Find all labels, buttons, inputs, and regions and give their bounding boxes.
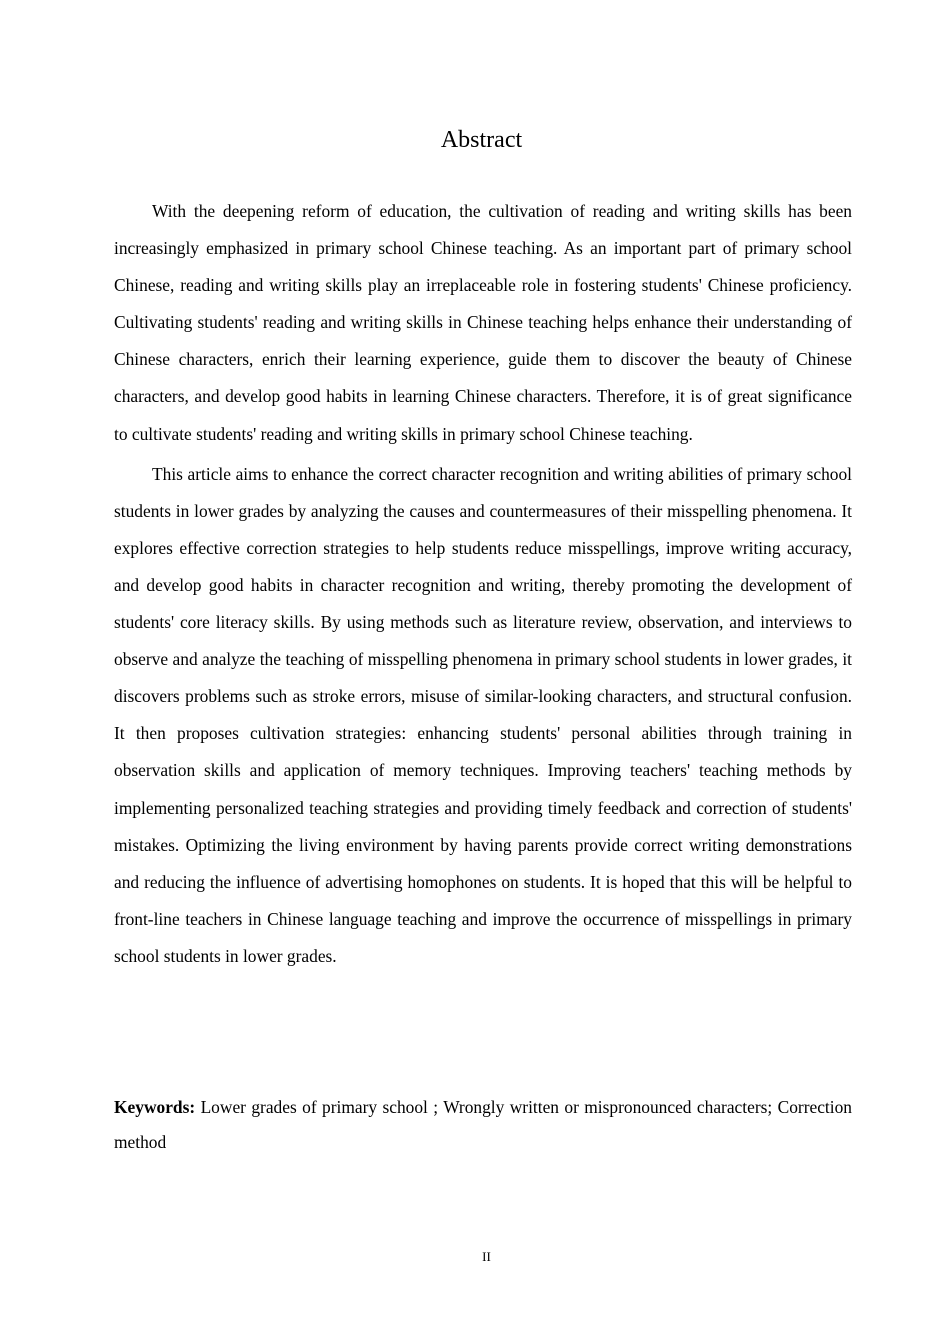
page-number: II (482, 1249, 491, 1264)
keywords-line (114, 1090, 852, 1160)
keywords-label: Keywords: (114, 1097, 196, 1117)
abstract-paragraph-1: With the deepening reform of education, the cultivation of reading and writing skills has been increasingly emphasized in primary school Chinese teaching. As an important part of primary school Chinese, reading and writing skills play an irreplaceable role in fostering students' Chinese proficiency. Cultivating students' reading and writing skills in Chinese teaching helps enhance their understanding of Chinese characters, enrich their learning experience, guide them to discover the beauty of Chinese characters, and develop good habits in learning Chinese characters. Therefore, it is of great significance to cultivate students' reading and writing skills in primary school Chinese teaching. (114, 201, 852, 444)
abstract-title: Abstract (440, 127, 523, 153)
abstract-body (114, 193, 852, 978)
keywords-text: Lower grades of primary school ; Wrongly written or mispronounced characters; Correction method (114, 1097, 852, 1152)
abstract-paragraph-2: This article aims to enhance the correct character recognition and writing abilities of primary school students in lower grades by analyzing the causes and countermeasures of their misspelling phenomena. It explores effective correction strategies to help students reduce misspellings, improve writing accuracy, and develop good habits in character recognition and writing, thereby promoting the development of students' core literacy skills. By using methods such as literature review, observation, and interviews to observe and analyze the teaching of misspelling phenomena in primary school students in lower grades, it discovers problems such as stroke errors, misuse of similar-looking characters, and structural confusion. It then proposes cultivation strategies: enhancing students' personal abilities through training in observation skills and application of memory techniques. Improving teachers' teaching methods by implementing personalized teaching strategies and providing timely feedback and correction of students' mistakes. Optimizing the living environment by having parents provide correct writing demonstrations and reducing the influence of advertising homophones on students. It is hoped that this will be helpful to front-line teachers in Chinese language teaching and improve the occurrence of misspellings in primary school students in lower grades. (114, 463, 852, 966)
